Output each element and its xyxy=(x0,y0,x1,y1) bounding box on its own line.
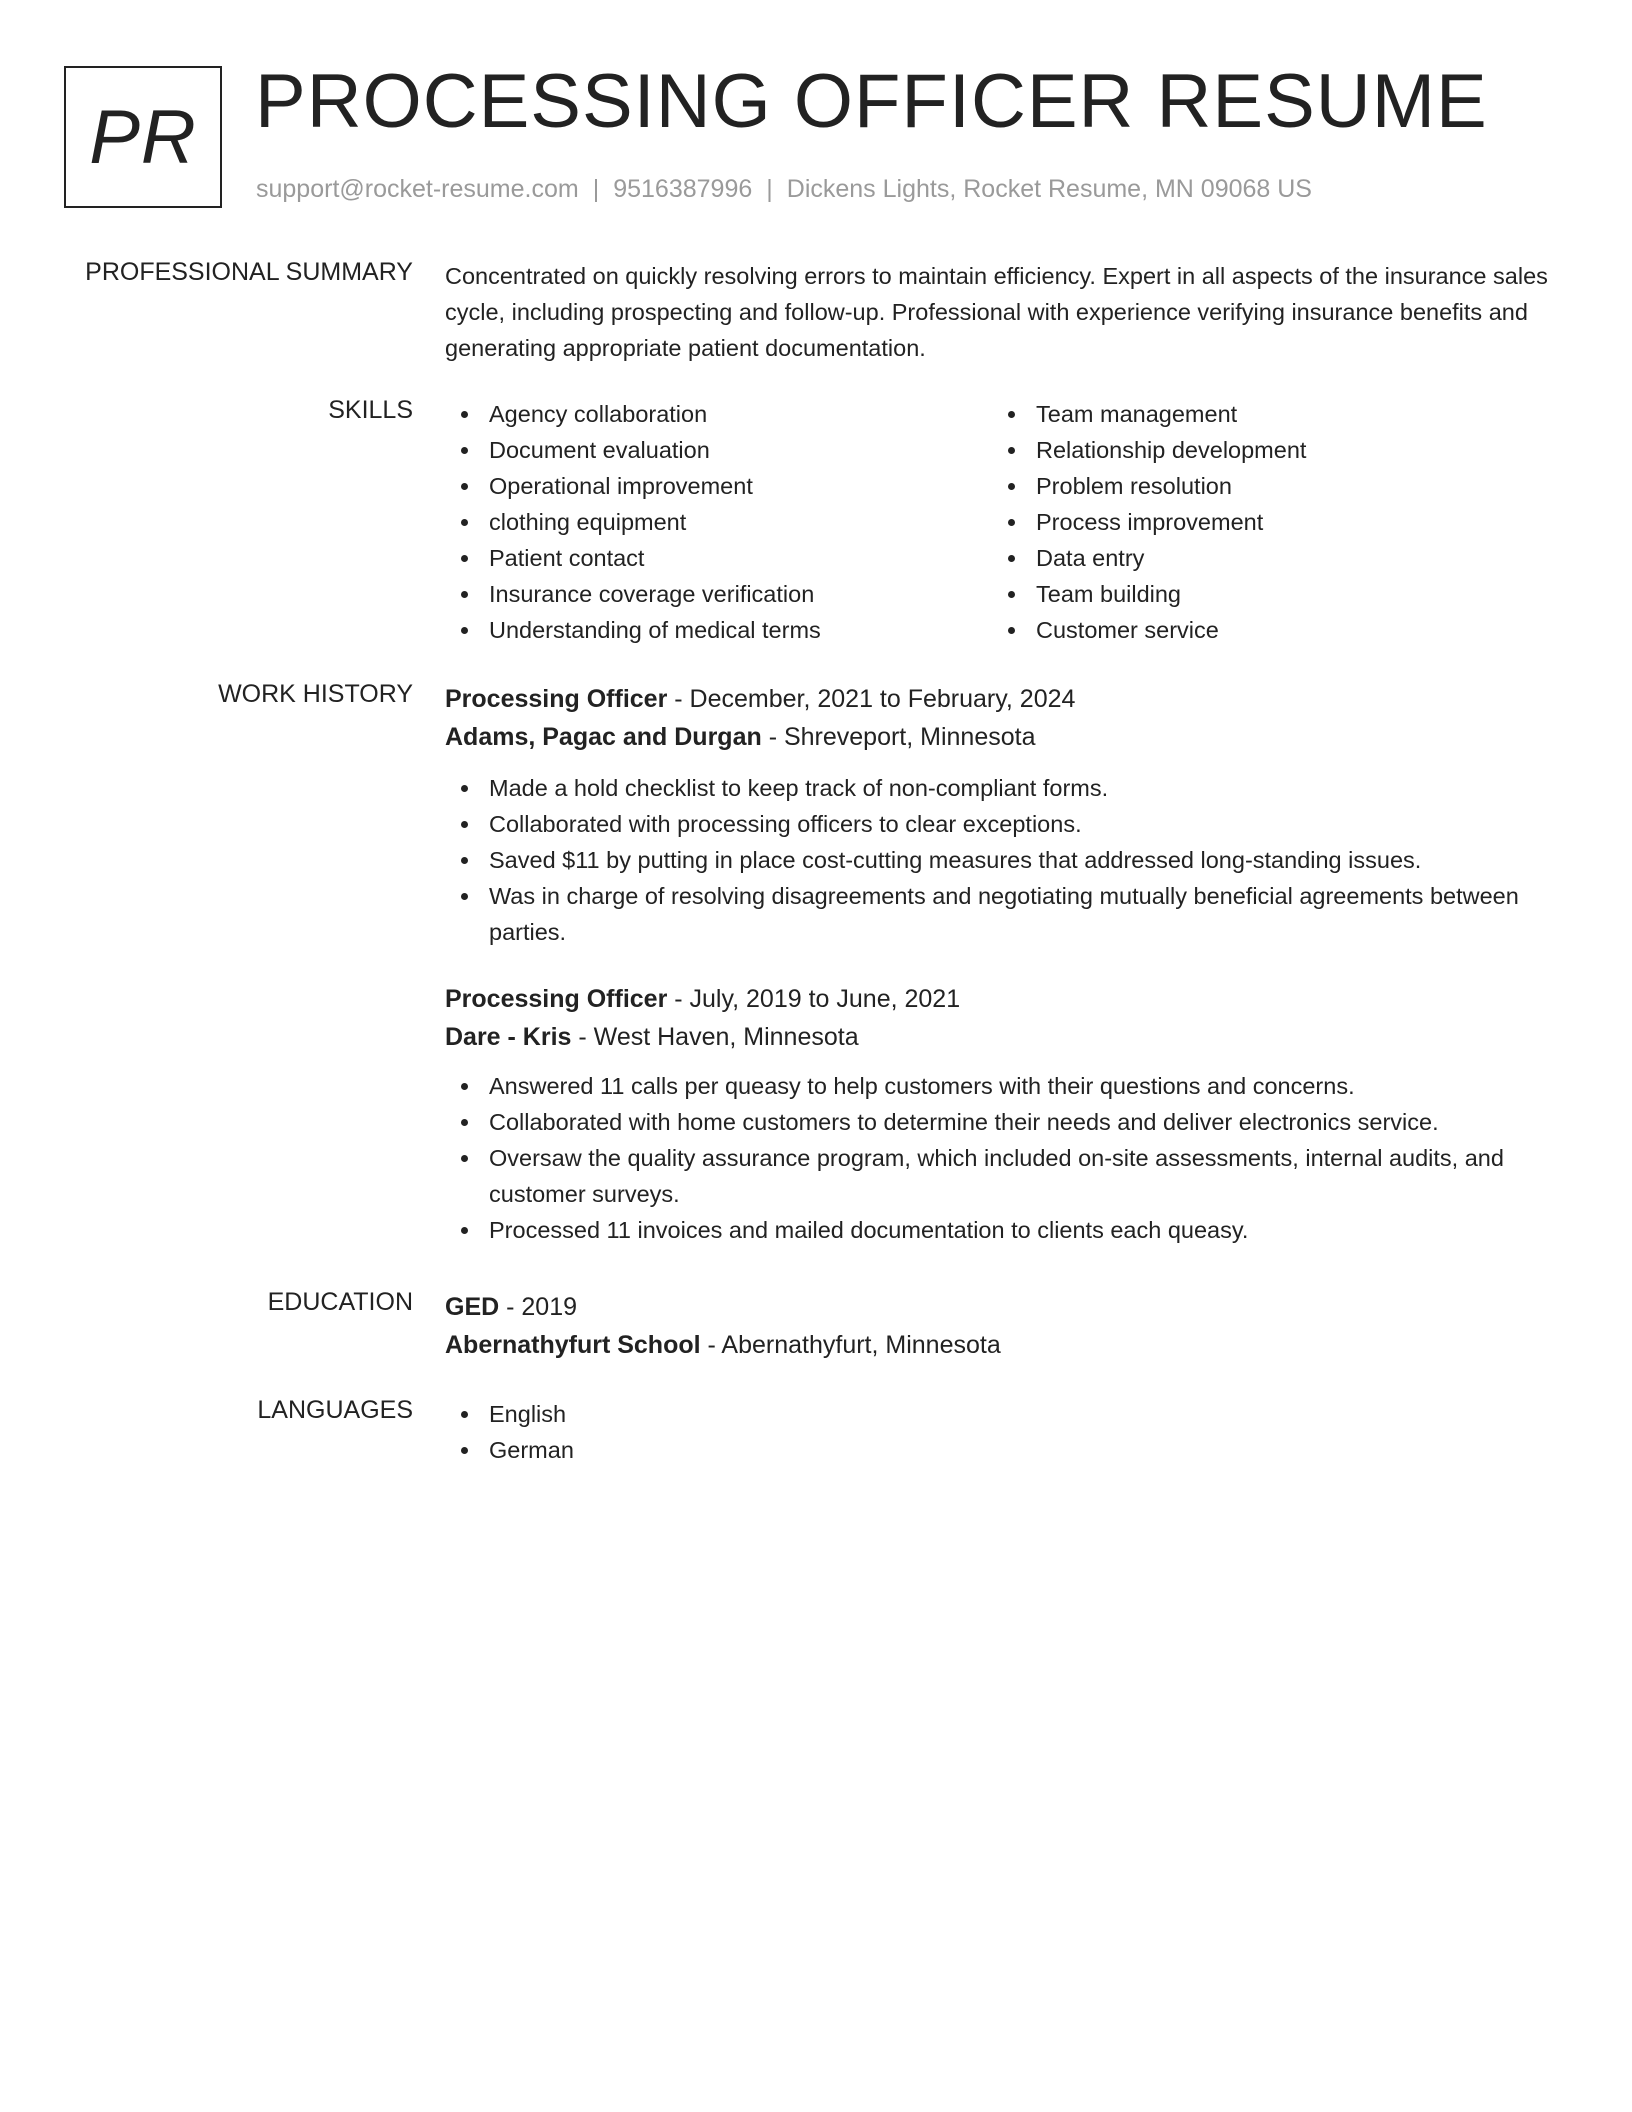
job-bullets xyxy=(445,1068,1565,1248)
education-year: - 2019 xyxy=(499,1293,578,1321)
job-bullet: Collaborated with home customers to determine their needs and deliver electronics service. xyxy=(445,1104,1565,1140)
section-label-work: WORK HISTORY xyxy=(218,680,413,708)
job-bullet: Answered 11 calls per queasy to help customers with their questions and concerns. xyxy=(445,1068,1565,1104)
monogram-initials: PR xyxy=(89,94,197,180)
language-item: German xyxy=(445,1432,1565,1468)
resume-title: PROCESSING OFFICER RESUME xyxy=(255,59,1488,144)
section-label-skills: SKILLS xyxy=(328,396,413,424)
job-company-line xyxy=(445,1018,1565,1056)
skill-item: Document evaluation xyxy=(445,432,992,468)
contact-line xyxy=(256,175,1312,204)
job-bullets xyxy=(445,770,1565,950)
skill-item: Problem resolution xyxy=(992,468,1539,504)
summary-text: Concentrated on quickly resolving errors to maintain efficiency. Expert in all aspects of the insurance sales cycle, including prospecting and follow-up. Professional with experience verifying insurance benefits and generating appropriate patient documentation. xyxy=(445,263,1548,361)
skill-item: Team management xyxy=(992,396,1539,432)
language-item: English xyxy=(445,1396,1565,1432)
skills-list-right xyxy=(992,396,1539,648)
job-bullet: Saved $11 by putting in place cost-cutting measures that addressed long-standing issues. xyxy=(445,842,1565,878)
skills-list-left xyxy=(445,396,992,648)
job-bullet: Was in charge of resolving disagreements and negotiating mutually beneficial agreements between parties. xyxy=(445,878,1565,950)
job-bullet: Processed 11 invoices and mailed documentation to clients each queasy. xyxy=(445,1212,1565,1248)
job-dates: - December, 2021 to February, 2024 xyxy=(667,685,1076,713)
skill-item: Operational improvement xyxy=(445,468,992,504)
skill-item: Agency collaboration xyxy=(445,396,992,432)
section-label-languages: LANGUAGES xyxy=(257,1396,413,1424)
job-title-line xyxy=(445,680,1565,718)
job-bullet: Made a hold checklist to keep track of non-compliant forms. xyxy=(445,770,1565,806)
job-entry xyxy=(445,980,1565,1248)
skill-item: Patient contact xyxy=(445,540,992,576)
contact-phone: 9516387996 xyxy=(613,175,753,203)
education-school-line xyxy=(445,1326,1565,1364)
skill-item: Customer service xyxy=(992,612,1539,648)
section-label-summary: PROFESSIONAL SUMMARY xyxy=(85,258,413,286)
languages-body xyxy=(445,1396,1565,1468)
job-location: - Shreveport, Minnesota xyxy=(761,723,1036,751)
education-body xyxy=(445,1288,1565,1364)
work-body xyxy=(445,680,1565,1248)
job-bullet: Collaborated with processing officers to clear exceptions. xyxy=(445,806,1565,842)
job-company-line xyxy=(445,718,1565,756)
skill-item: Team building xyxy=(992,576,1539,612)
section-label-education: EDUCATION xyxy=(267,1288,413,1316)
monogram-box xyxy=(64,66,222,208)
education-school: Abernathyfurt School xyxy=(445,1331,701,1359)
job-title-line xyxy=(445,980,1565,1018)
job-title: Processing Officer xyxy=(445,685,668,713)
skill-item: clothing equipment xyxy=(445,504,992,540)
skill-item: Data entry xyxy=(992,540,1539,576)
job-dates: - July, 2019 to June, 2021 xyxy=(667,985,961,1013)
education-location: - Abernathyfurt, Minnesota xyxy=(700,1331,1001,1359)
job-company: Dare - Kris xyxy=(445,1023,572,1051)
skill-item: Insurance coverage verification xyxy=(445,576,992,612)
languages-list xyxy=(445,1396,1565,1468)
contact-separator: | xyxy=(592,175,600,203)
skill-item: Process improvement xyxy=(992,504,1539,540)
contact-address: Dickens Lights, Rocket Resume, MN 09068 US xyxy=(786,175,1312,203)
job-company: Adams, Pagac and Durgan xyxy=(445,723,762,751)
job-bullet: Oversaw the quality assurance program, which included on-site assessments, internal audits, and customer surveys. xyxy=(445,1140,1565,1212)
education-degree-line xyxy=(445,1288,1565,1326)
skills-body xyxy=(445,396,1565,648)
education-degree: GED xyxy=(445,1293,500,1321)
contact-email: support@rocket-resume.com xyxy=(256,175,579,203)
skill-item: Understanding of medical terms xyxy=(445,612,992,648)
job-entry xyxy=(445,680,1565,950)
job-title: Processing Officer xyxy=(445,985,668,1013)
skill-item: Relationship development xyxy=(992,432,1539,468)
job-location: - West Haven, Minnesota xyxy=(571,1023,859,1051)
contact-separator: | xyxy=(766,175,773,203)
